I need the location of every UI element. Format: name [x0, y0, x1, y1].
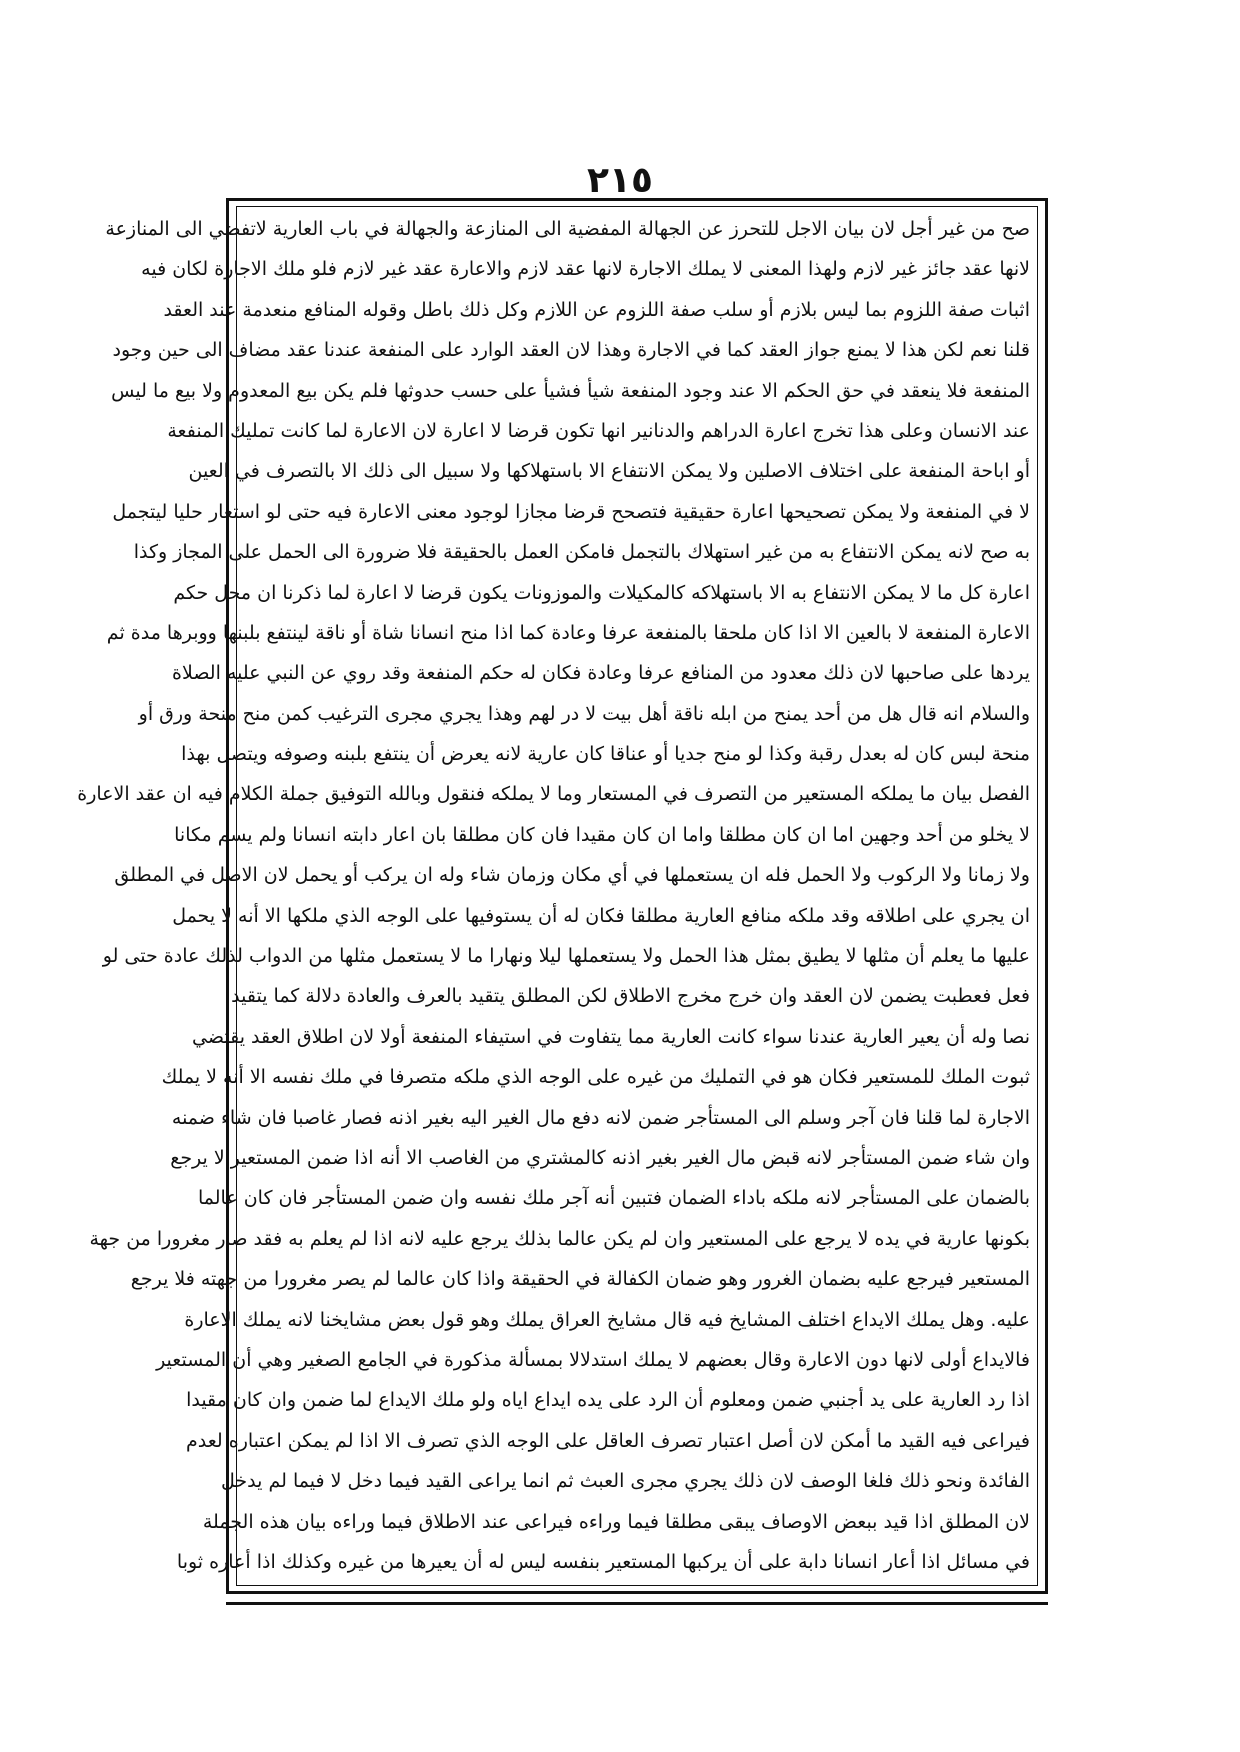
text-line: عليها ما يعلم أن مثلها لا يطيق بمثل هذا الحمل ولا يستعملها ليلا ونهارا ما لا يستعمل مثلها من الدواب لذلك عادة حتى لو	[102, 945, 1030, 968]
text-line: منحة لبس كان له بعدل رقبة وكذا لو منح جديا أو عناقا كان عارية لانه يعرض أن ينتفع بلبنه وصوفه ويتصل بهذا	[181, 743, 1030, 766]
page-number: ٢١٥	[587, 160, 653, 201]
text-line: لانها عقد جائز غير لازم ولهذا المعنى لا يملك الاجارة لانها عقد لازم والاعارة عقد غير لازم فلو ملك الاجارة لكان فيه	[141, 258, 1030, 281]
text-line: اذا رد العارية على يد أجنبي ضمن ومعلوم أن الرد على يده ايداع اياه ولو ملك الايداع لما ضمن وان كان مقيدا	[186, 1389, 1030, 1412]
text-line: الاعارة المنفعة لا بالعين الا اذا كان ملحقا بالمنفعة عرفا وعادة كما اذا منح انسانا شاة أو ناقة لينتفع بلبنها ووبرها مدة ثم	[106, 621, 1030, 644]
text-line: نصا وله أن يعير العارية عندنا سواء كانت العارية مما يتفاوت في استيفاء المنفعة أولا لان اطلاق العقد يقتضي	[192, 1025, 1030, 1048]
text-line: فعل فعطبت يضمن لان العقد وان خرج مخرج الاطلاق لكن المطلق يتقيد بالعرف والعادة دلالة كما يتقيد	[231, 985, 1030, 1008]
text-line: به صح لانه يمكن الانتفاع به من غير استهلاك بالتجمل فامكن العمل بالحقيقة فلا ضرورة الى الحمل على المجاز وكذا	[133, 541, 1030, 564]
text-line: اثبات صفة اللزوم بما ليس بلازم أو سلب صفة اللزوم عن اللازم وكل ذلك باطل وقوله المنافع منعدمة عند العقد	[163, 298, 1030, 321]
text-line: بكونها عارية في يده لا يرجع على المستعير وان لم يكن عالما بذلك يرجع عليه لانه اذا لم يعلم به فقد صار مغرورا من جهة	[89, 1227, 1030, 1250]
text-line: والسلام انه قال هل من أحد يمنح من ابله ناقة أهل بيت لا در لهم وهذا يجري مجرى الترغيب كمن منح منحة ورق أو	[138, 702, 1030, 725]
text-line: فيراعى فيه القيد ما أمكن لان أصل اعتبار تصرف العاقل على الوجه الذي تصرف الا اذا لم يمكن اعتباره لعدم	[186, 1429, 1030, 1452]
text-line: عند الانسان وعلى هذا تخرج اعارة الدراهم والدنانير انها تكون قرضا لا اعارة لان الاعارة لما كانت تمليك المنفعة	[167, 419, 1030, 442]
body-text	[77, 212, 1030, 1580]
text-line: ان يجري على اطلاقه وقد ملكه منافع العارية مطلقا فكان له أن يستوفيها على الوجه الذي ملكها الا أنه لا يحمل	[172, 904, 1030, 927]
text-line: الفائدة ونحو ذلك فلغا الوصف لان ذلك يجري مجرى العبث ثم انما يراعى القيد فيما دخل لا فيما لم يدخل	[221, 1470, 1030, 1493]
text-line: في مسائل اذا أعار انسانا دابة على أن يركبها المستعير بنفسه ليس له أن يعيرها من غيره وكذلك اذا أعاره ثوبا	[176, 1550, 1030, 1573]
text-line: قلنا نعم لكن هذا لا يمنع جواز العقد كما في الاجارة وهذا لان العقد الوارد على المنفعة عندنا عقد مضاف الى حين وجود	[112, 339, 1030, 362]
text-line: المستعير فيرجع عليه بضمان الغرور وهو ضمان الكفالة في الحقيقة واذا كان عالما لم يصر مغرورا من جهته فلا يرجع	[130, 1268, 1030, 1291]
text-line: أو اباحة المنفعة على اختلاف الاصلين ولا يمكن الانتفاع الا باستهلاكها ولا سبيل الى ذلك الا بالتصرف في العين	[188, 460, 1030, 483]
text-line: المنفعة فلا ينعقد في حق الحكم الا عند وجود المنفعة شيأ فشيأ على حسب حدوثها فلم يكن بيع المعدوم ولا بيع ما ليس	[111, 379, 1030, 402]
text-line: صح من غير أجل لان بيان الاجل للتحرز عن الجهالة المفضية الى المنازعة والجهالة في باب العارية لاتفضي الى المنازعة	[105, 218, 1030, 240]
text-line: لا في المنفعة ولا يمكن تصحيحها اعارة حقيقية فتصحح قرضا مجازا لوجود معنى الاعارة فيه حتى لو استعار حليا ليتجمل	[112, 500, 1030, 523]
text-line: الفصل بيان ما يملكه المستعير من التصرف في المستعار وما لا يملكه فنقول وبالله التوفيق جملة الكلام فيه ان عقد الاعارة	[77, 783, 1030, 806]
text-line: اعارة كل ما لا يمكن الانتفاع به الا باستهلاكه كالمكيلات والموزونات يكون قرضا لا اعارة لما ذكرنا ان محل حكم	[173, 581, 1030, 604]
text-line: فالايداع أولى لانها دون الاعارة وقال بعضهم لا يملك استدلالا بمسألة مذكورة في الجامع الصغير وهي أن المستعير	[156, 1348, 1030, 1371]
text-line: يردها على صاحبها لان ذلك معدود من المنافع عرفا وعادة فكان له حكم المنفعة وقد روي عن النبي عليه الصلاة	[172, 662, 1030, 685]
text-line: لا يخلو من أحد وجهين اما ان كان مطلقا واما ان كان مقيدا فان كان مطلقا بان اعار دابته انسانا ولم يسم مكانا	[174, 823, 1030, 846]
bottom-rule	[226, 1602, 1048, 1605]
text-line: ثبوت الملك للمستعير فكان هو في التمليك من غيره على الوجه الذي ملكه متصرفا في ملك نفسه الا أنه لا يملك	[161, 1066, 1030, 1089]
text-line: وان شاء ضمن المستأجر لانه قبض مال الغير بغير اذنه كالمشتري من الغاصب الا أنه اذا ضمن المستعير لا يرجع	[170, 1146, 1030, 1169]
text-line: لان المطلق اذا قيد ببعض الاوصاف يبقى مطلقا فيما وراءه فيراعى عند الاطلاق فيما وراءه بيان هذه الجملة	[202, 1510, 1030, 1533]
text-line: الاجارة لما قلنا فان آجر وسلم الى المستأجر ضمن لانه دفع مال الغير اليه بغير اذنه فصار غاصبا فان شاء ضمنه	[171, 1106, 1030, 1129]
text-line: عليه. وهل يملك الايداع اختلف المشايخ فيه قال مشايخ العراق يملك وهو قول بعض مشايخنا لانه يملك الاعارة	[184, 1308, 1030, 1331]
text-line: بالضمان على المستأجر لانه ملكه باداء الضمان فتبين أنه آجر ملك نفسه وان ضمن المستأجر فان كان عالما	[197, 1187, 1030, 1210]
text-line: ولا زمانا ولا الركوب ولا الحمل فله ان يستعملها في أي مكان وزمان شاء وله ان يركب أو يحمل لان الاصل في المطلق	[114, 864, 1030, 887]
